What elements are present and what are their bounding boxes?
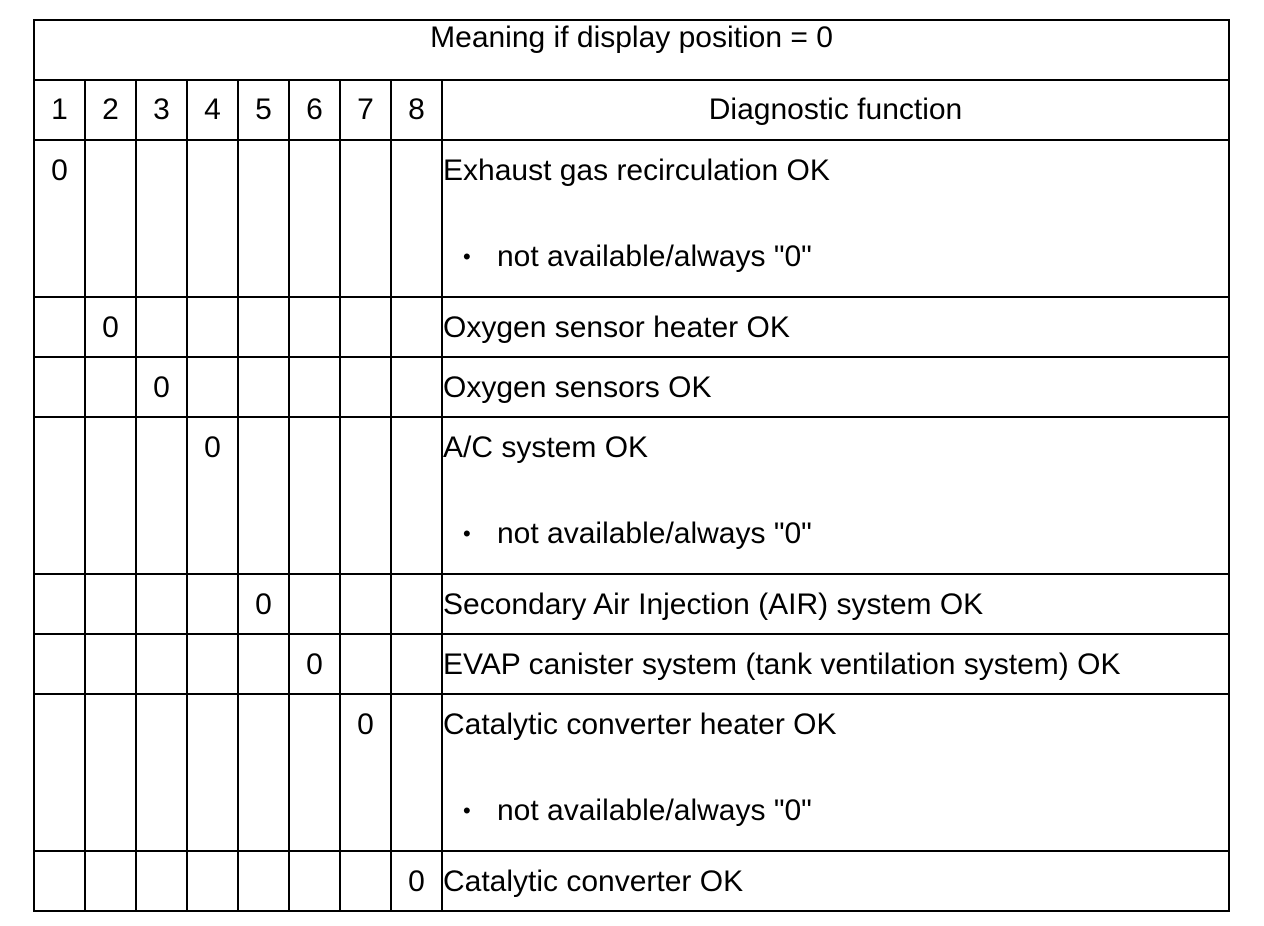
function-note: [443, 519, 1228, 549]
position-value: [188, 575, 237, 590]
function-note: [443, 242, 1228, 272]
position-cell: [391, 694, 442, 851]
position-cell: [289, 357, 340, 417]
position-header-2: 2: [85, 80, 136, 140]
position-value: [290, 695, 339, 710]
position-cell: [136, 140, 187, 297]
position-value: [188, 358, 237, 373]
position-cell: [85, 694, 136, 851]
position-value: [392, 141, 441, 156]
position-value: [188, 695, 237, 710]
position-value: [239, 418, 288, 433]
position-value: [290, 141, 339, 156]
position-header-5: 5: [238, 80, 289, 140]
position-cell: [187, 634, 238, 694]
position-cell: [289, 297, 340, 357]
position-value: [86, 141, 135, 156]
position-value: [239, 141, 288, 156]
position-cell: [136, 634, 187, 694]
position-cell: [289, 417, 340, 574]
position-cell: [187, 851, 238, 911]
table-row: [34, 574, 1229, 634]
position-cell: [340, 357, 391, 417]
position-value: [341, 141, 390, 156]
header-row: [34, 80, 1229, 140]
function-cell: [442, 851, 1229, 911]
bullet-icon: •: [463, 521, 471, 546]
function-cell: [442, 297, 1229, 357]
position-cell: [136, 851, 187, 911]
position-value: [290, 418, 339, 433]
position-cell: [34, 417, 85, 574]
position-value: [137, 635, 186, 650]
position-value: [137, 575, 186, 590]
position-value: [35, 418, 84, 433]
position-cell: [187, 417, 238, 574]
position-cell: [136, 694, 187, 851]
position-value: [137, 852, 186, 867]
position-cell: [85, 417, 136, 574]
function-label: A/C system OK: [443, 431, 649, 464]
position-cell: [289, 634, 340, 694]
bullet-icon: •: [463, 244, 471, 269]
position-cell: [85, 574, 136, 634]
position-value: 0: [408, 865, 425, 898]
position-value: [137, 141, 186, 156]
table-row: [34, 357, 1229, 417]
position-header-7: 7: [340, 80, 391, 140]
function-label: Catalytic converter heater OK: [443, 708, 837, 741]
position-value: [341, 358, 390, 373]
position-value: [86, 575, 135, 590]
position-cell: [187, 297, 238, 357]
position-value: [188, 298, 237, 313]
diagnostic-table: [33, 19, 1230, 912]
position-cell: [391, 851, 442, 911]
position-cell: [238, 357, 289, 417]
note-text: not available/always "0": [497, 240, 812, 273]
table-row: [34, 634, 1229, 694]
position-value: [290, 358, 339, 373]
position-value: 0: [255, 588, 272, 621]
position-value: [239, 635, 288, 650]
position-value: [239, 358, 288, 373]
position-cell: [238, 297, 289, 357]
position-cell: [340, 634, 391, 694]
function-note: [443, 796, 1228, 826]
position-value: [341, 575, 390, 590]
position-cell: [391, 634, 442, 694]
position-header-1: 1: [34, 80, 85, 140]
position-value: [392, 695, 441, 710]
position-cell: [136, 357, 187, 417]
position-value: 0: [357, 708, 374, 741]
function-label: Exhaust gas recirculation OK: [443, 154, 830, 187]
position-value: [137, 695, 186, 710]
position-cell: [85, 297, 136, 357]
position-value: [137, 418, 186, 433]
position-cell: [34, 140, 85, 297]
position-value: [290, 575, 339, 590]
position-cell: [391, 297, 442, 357]
position-cell: [187, 140, 238, 297]
bullet-icon: •: [463, 798, 471, 823]
position-cell: [238, 574, 289, 634]
position-cell: [238, 694, 289, 851]
position-cell: [340, 694, 391, 851]
position-cell: [136, 417, 187, 574]
note-text: not available/always "0": [497, 794, 812, 827]
position-value: [86, 358, 135, 373]
position-value: [35, 635, 84, 650]
position-value: [35, 695, 84, 710]
table-row: [34, 417, 1229, 574]
function-label: EVAP canister system (tank ventilation system) OK: [443, 648, 1121, 681]
position-cell: [340, 140, 391, 297]
position-value: [239, 695, 288, 710]
table-row: [34, 694, 1229, 851]
position-value: [239, 852, 288, 867]
position-header-3: 3: [136, 80, 187, 140]
function-cell: [442, 694, 1229, 851]
position-value: [392, 418, 441, 433]
position-cell: [340, 851, 391, 911]
position-value: [86, 418, 135, 433]
position-value: [188, 852, 237, 867]
position-cell: [85, 634, 136, 694]
function-cell: [442, 140, 1229, 297]
position-value: [35, 575, 84, 590]
function-label: Secondary Air Injection (AIR) system OK: [443, 588, 984, 621]
position-value: [392, 635, 441, 650]
position-header-6: 6: [289, 80, 340, 140]
position-value: [290, 852, 339, 867]
position-cell: [187, 574, 238, 634]
function-header: Diagnostic function: [442, 80, 1229, 140]
position-cell: [340, 417, 391, 574]
position-cell: [238, 851, 289, 911]
function-cell: [442, 417, 1229, 574]
position-value: 0: [306, 648, 323, 681]
position-header-4: 4: [187, 80, 238, 140]
position-value: [137, 298, 186, 313]
position-value: [188, 141, 237, 156]
table-caption: Meaning if display position = 0: [34, 20, 1229, 80]
position-value: [392, 298, 441, 313]
position-cell: [391, 357, 442, 417]
position-cell: [136, 297, 187, 357]
position-value: [341, 298, 390, 313]
position-cell: [85, 851, 136, 911]
function-label: Oxygen sensor heater OK: [443, 311, 790, 344]
position-cell: [187, 357, 238, 417]
function-cell: [442, 357, 1229, 417]
position-value: [35, 298, 84, 313]
position-value: 0: [204, 431, 221, 464]
position-cell: [34, 574, 85, 634]
position-cell: [391, 417, 442, 574]
position-value: [86, 852, 135, 867]
position-value: [35, 852, 84, 867]
position-value: [86, 695, 135, 710]
position-value: [341, 852, 390, 867]
position-cell: [289, 851, 340, 911]
function-label: Oxygen sensors OK: [443, 371, 712, 404]
position-value: [35, 358, 84, 373]
function-cell: [442, 634, 1229, 694]
table-row: [34, 297, 1229, 357]
position-cell: [34, 694, 85, 851]
position-value: 0: [153, 371, 170, 404]
position-cell: [136, 574, 187, 634]
table-row: [34, 851, 1229, 911]
position-value: [239, 298, 288, 313]
position-cell: [289, 694, 340, 851]
position-cell: [391, 574, 442, 634]
position-cell: [85, 357, 136, 417]
note-text: not available/always "0": [497, 517, 812, 550]
position-value: [392, 575, 441, 590]
position-cell: [34, 634, 85, 694]
position-cell: [340, 574, 391, 634]
position-cell: [187, 694, 238, 851]
position-cell: [34, 357, 85, 417]
position-value: 0: [102, 311, 119, 344]
position-cell: [34, 297, 85, 357]
position-value: [188, 635, 237, 650]
position-value: [341, 635, 390, 650]
position-value: [341, 418, 390, 433]
position-cell: [238, 140, 289, 297]
position-value: [392, 358, 441, 373]
position-value: [290, 298, 339, 313]
position-cell: [289, 140, 340, 297]
position-cell: [238, 634, 289, 694]
position-cell: [340, 297, 391, 357]
position-header-8: 8: [391, 80, 442, 140]
position-value: [86, 635, 135, 650]
position-cell: [238, 417, 289, 574]
table-row: [34, 140, 1229, 297]
position-cell: [289, 574, 340, 634]
position-value: 0: [51, 154, 68, 187]
function-label: Catalytic converter OK: [443, 865, 744, 898]
position-cell: [391, 140, 442, 297]
position-cell: [34, 851, 85, 911]
function-cell: [442, 574, 1229, 634]
position-cell: [85, 140, 136, 297]
